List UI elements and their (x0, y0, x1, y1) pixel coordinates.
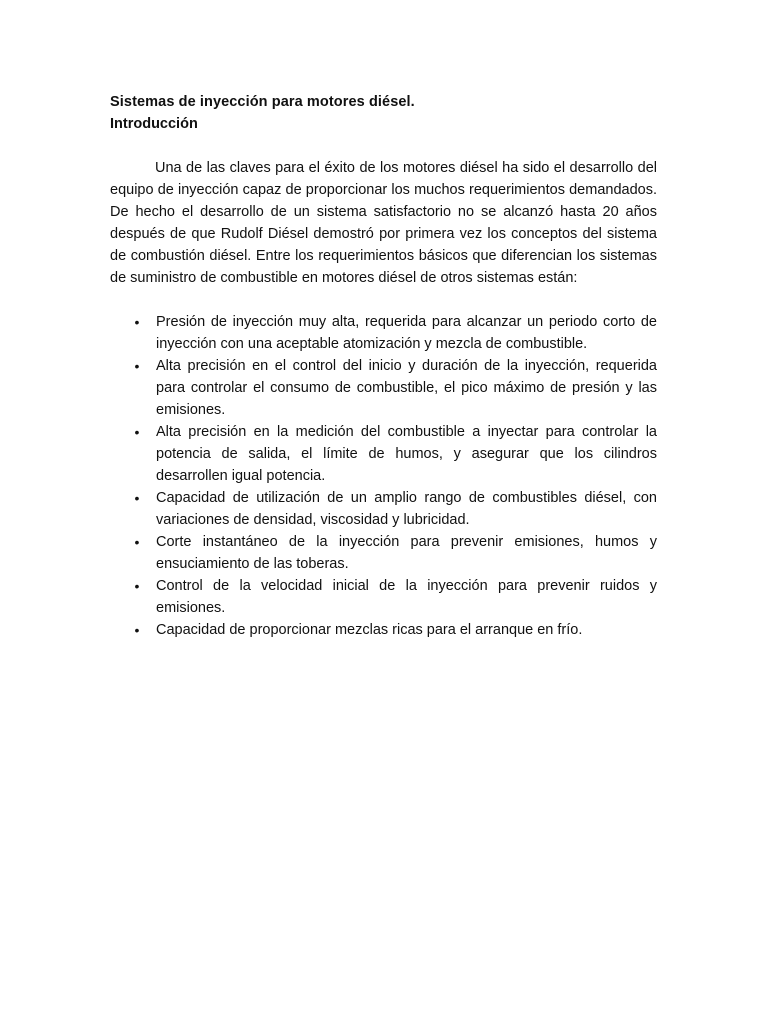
list-item (110, 531, 657, 575)
bullet-icon: • (134, 424, 140, 440)
requirements-list (110, 311, 657, 641)
list-item-text: Control de la velocidad inicial de la inyección para prevenir ruidos y emisiones. (156, 578, 657, 616)
bullet-icon: • (134, 314, 140, 330)
list-item (110, 487, 657, 531)
bullet-icon: • (134, 490, 140, 506)
bullet-icon: • (134, 358, 140, 374)
list-item-text: Presión de inyección muy alta, requerida para alcanzar un periodo corto de inyección con una aceptable atomización y mezcla de combustible. (156, 314, 657, 352)
section-heading: Introducción (110, 116, 198, 132)
bullet-icon: • (134, 578, 140, 594)
list-item (110, 311, 657, 355)
list-item-text: Alta precisión en el control del inicio y duración de la inyección, requerida para controlar el consumo de combustible, el pico máximo de presión y las emisiones. (156, 358, 657, 418)
list-item-text: Corte instantáneo de la inyección para prevenir emisiones, humos y ensuciamiento de las toberas. (156, 534, 657, 572)
list-item (110, 575, 657, 619)
list-item (110, 421, 657, 487)
list-item (110, 355, 657, 421)
document-title: Sistemas de inyección para motores diésel. (110, 94, 415, 110)
bullet-icon: • (134, 622, 140, 638)
intro-paragraph: Una de las claves para el éxito de los motores diésel ha sido el desarrollo del equipo de inyección capaz de proporcionar los muchos requerimientos demandados. De hecho el desarrollo de un sistema satisfactorio no se alcanzó hasta 20 años después de que Rudolf Diésel demostró por primera vez los conceptos del sistema de combustión diésel. Entre los requerimientos básicos que diferencian los sistemas de suministro de combustible en motores diésel de otros sistemas están: (110, 160, 657, 286)
list-item-text: Capacidad de proporcionar mezclas ricas para el arranque en frío. (156, 622, 583, 638)
list-item-text: Capacidad de utilización de un amplio rango de combustibles diésel, con variaciones de densidad, viscosidad y lubricidad. (156, 490, 657, 528)
bullet-icon: • (134, 534, 140, 550)
document-page (110, 91, 657, 641)
list-item-text: Alta precisión en la medición del combustible a inyectar para controlar la potencia de salida, el límite de humos, y asegurar que los cilindros desarrollen igual potencia. (156, 424, 657, 484)
list-item (110, 619, 657, 641)
